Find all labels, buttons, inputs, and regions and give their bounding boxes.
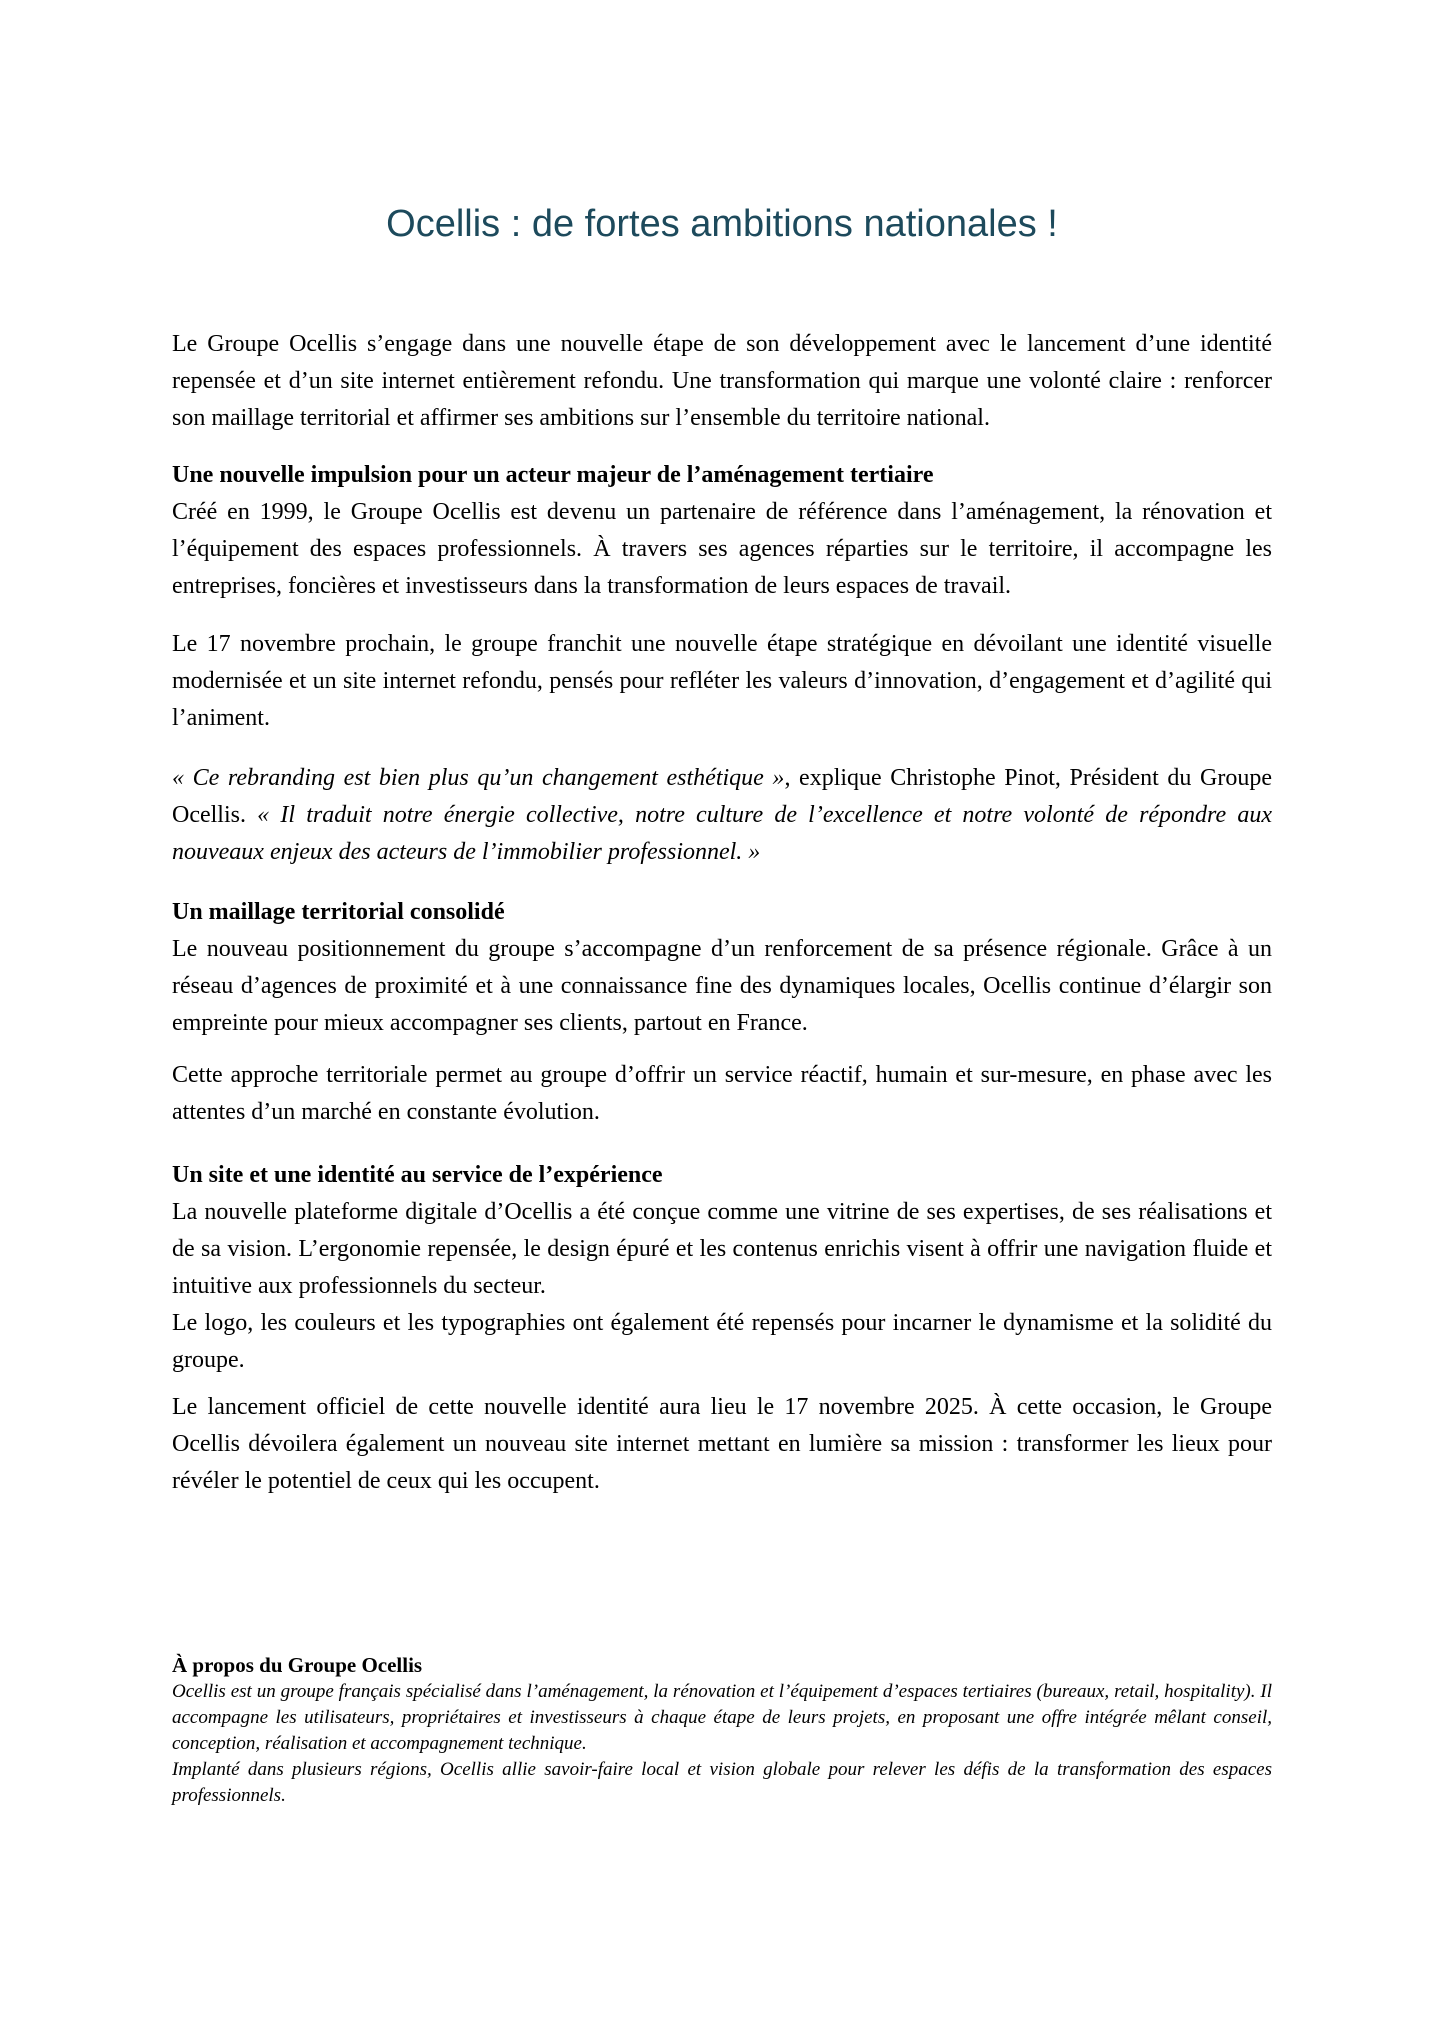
section-heading-maillage: Un maillage territorial consolidé <box>172 899 505 925</box>
quote-attribution: , explique Christophe Pinot, Président du Groupe Ocellis. <box>172 765 1272 828</box>
page-title: Ocellis : de fortes ambitions nationales ! <box>386 203 1058 245</box>
paragraph-plateforme-digitale: La nouvelle plateforme digitale d’Ocellis a été conçue comme une vitrine de ses expertises, de ses réalisations et de sa vision. L’ergonomie repensée, le design épuré et les contenus enrichis visent à offrir une navigation fluide et intuitive aux professionnels du secteur. <box>172 1199 1272 1299</box>
paragraph-creation-1999: Créé en 1999, le Groupe Ocellis est devenu un partenaire de référence dans l’aménagement, la rénovation et l’équipement des espaces professionnels. À travers ses agences réparties sur le territoire, il accompagne les entreprises, foncières et investisseurs dans la transformation de leurs espaces de travail. <box>172 499 1272 599</box>
section-heading-site-identite: Un site et une identité au service de l’expérience <box>172 1162 663 1188</box>
paragraph-positionnement: Le nouveau positionnement du groupe s’accompagne d’un renforcement de sa présence régionale. Grâce à un réseau d’agences de proximité et à une connaissance fine des dynamiques locales, Ocellis continue d’élargir son empreinte pour mieux accompagner ses clients, partout en France. <box>172 936 1272 1036</box>
quote-part-2: « Il traduit notre énergie collective, notre culture de l’excellence et notre volonté de répondre aux nouveaux enjeux des acteurs de l’immobilier professionnel. » <box>172 802 1272 865</box>
paragraph-17-novembre: Le 17 novembre prochain, le groupe franchit une nouvelle étape stratégique en dévoilant une identité visuelle modernisée et un site internet refondu, pensés pour refléter les valeurs d’innovation, d’engagement et d’agilité qui l’animent. <box>172 631 1272 731</box>
paragraph-lancement-officiel: Le lancement officiel de cette nouvelle identité aura lieu le 17 novembre 2025. À cette occasion, le Groupe Ocellis dévoilera également un nouveau site internet mettant en lumière sa mission : transformer les lieux pour révéler le potentiel de ceux qui les occupent. <box>172 1394 1272 1494</box>
about-paragraph-2: Implanté dans plusieurs régions, Ocellis allie savoir-faire local et vision globale pour relever les défis de la transformation des espaces professionnels. <box>172 1759 1272 1806</box>
quote-part-1: « Ce rebranding est bien plus qu’un changement esthétique » <box>172 765 785 791</box>
section-heading-impulsion: Une nouvelle impulsion pour un acteur majeur de l’aménagement tertiaire <box>172 462 934 488</box>
about-heading: À propos du Groupe Ocellis <box>172 1653 423 1677</box>
paragraph-approche-territoriale: Cette approche territoriale permet au groupe d’offrir un service réactif, humain et sur-mesure, en phase avec les attentes d’un marché en constante évolution. <box>172 1062 1272 1125</box>
about-paragraph-1: Ocellis est un groupe français spécialisé dans l’aménagement, la rénovation et l’équipement d’espaces tertiaires (bureaux, retail, hospitality). Il accompagne les utilisateurs, propriétaires et investisseurs à chaque étape de leurs projets, en proposant une offre intégrée mêlant conseil, conception, réalisation et accompagnement technique. <box>172 1681 1272 1754</box>
intro-paragraph: Le Groupe Ocellis s’engage dans une nouvelle étape de son développement avec le lancement d’une identité repensée et d’un site internet entièrement refondu. Une transformation qui marque une volonté claire : renforcer son maillage territorial et affirmer ses ambitions sur l’ensemble du territoire national. <box>172 331 1272 431</box>
quote-paragraph <box>172 760 1272 871</box>
paragraph-logo-couleurs: Le logo, les couleurs et les typographies ont également été repensés pour incarner le dynamisme et la solidité du groupe. <box>172 1310 1272 1373</box>
